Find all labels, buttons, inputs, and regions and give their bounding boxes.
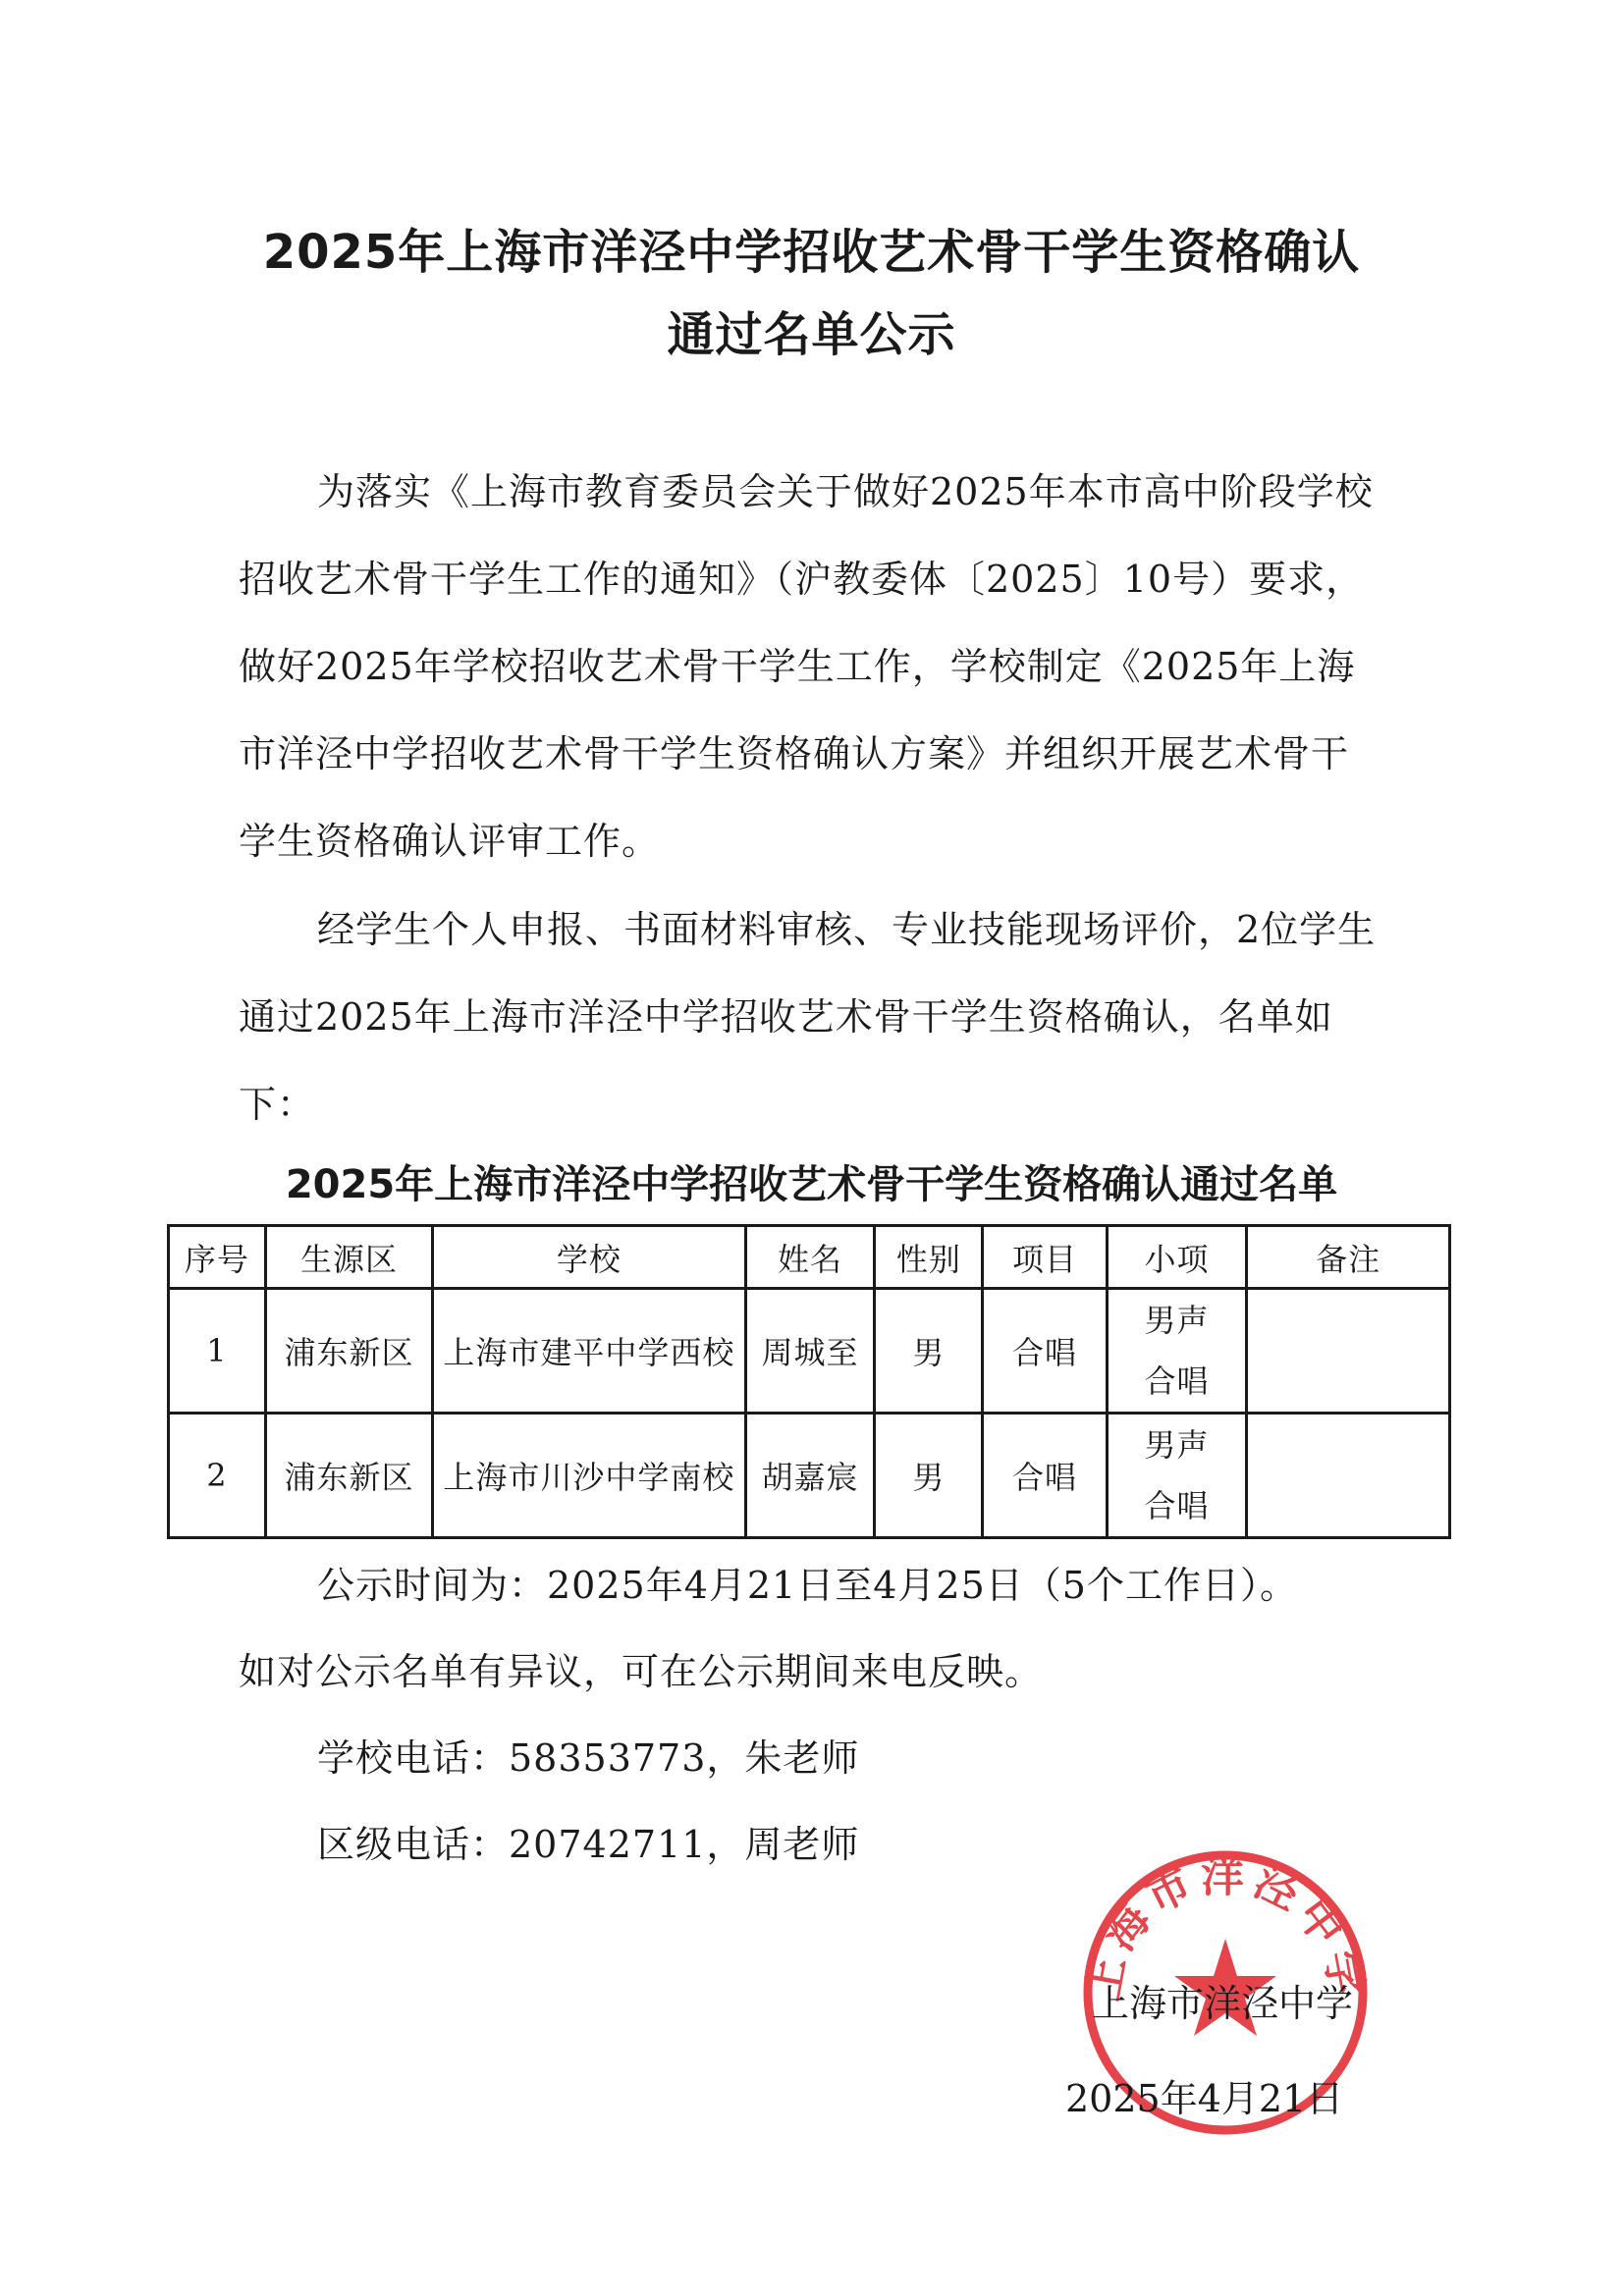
cell-school: 上海市建平中学西校 [433, 1289, 746, 1414]
svg-text:上海市洋泾中学: 上海市洋泾中学 [1078, 1851, 1373, 2004]
header-remark: 备注 [1247, 1226, 1450, 1289]
header-project: 项目 [983, 1226, 1107, 1289]
approved-students-table [167, 1224, 1451, 1539]
cell-no: 1 [169, 1289, 266, 1414]
header-name: 姓名 [745, 1226, 875, 1289]
header-no: 序号 [169, 1226, 266, 1289]
publicity-time: 公示时间为：2025年4月21日至4月25日（5个工作日）。 [317, 1564, 1298, 1607]
table-title: 2025年上海市洋泾中学招收艺术骨干学生资格确认通过名单 [285, 1162, 1338, 1207]
cell-gender: 男 [875, 1414, 983, 1538]
objection-note: 如对公示名单有异议，可在公示期间来电反映。 [239, 1650, 1044, 1693]
cell-subitem [1107, 1289, 1247, 1414]
cell-school: 上海市川沙中学南校 [433, 1414, 746, 1538]
document-title-line1: 2025年上海市洋泾中学招收艺术骨干学生资格确认 [262, 225, 1361, 280]
header-school: 学校 [433, 1226, 746, 1289]
intro-paragraph: 为落实《上海市教育委员会关于做好2025年本市高中阶段学校招收艺术骨干学生工作的通知》（沪教委体〔2025〕10号）要求，做好2025年学校招收艺术骨干学生工作，学校制定《2025年上海市洋泾中学招收艺术骨干学生资格确认方案》并组织开展艺术骨干学生资格确认评审工作。 [239, 470, 1374, 863]
cell-subitem-line1: 男声 [1144, 1426, 1210, 1464]
cell-district: 浦东新区 [265, 1289, 432, 1414]
header-district: 生源区 [265, 1226, 432, 1289]
cell-gender: 男 [875, 1289, 983, 1414]
cell-subitem-line2: 合唱 [1144, 1487, 1210, 1524]
district-phone: 区级电话：20742711，周老师 [317, 1823, 860, 1866]
cell-no: 2 [169, 1414, 266, 1538]
school-phone: 学校电话：58353773，朱老师 [317, 1736, 860, 1780]
result-paragraph: 经学生个人申报、书面材料审核、专业技能现场评价，2位学生通过2025年上海市洋泾中学招收艺术骨干学生资格确认，名单如下： [239, 908, 1377, 1126]
cell-project: 合唱 [983, 1289, 1107, 1414]
cell-subitem [1107, 1414, 1247, 1538]
table-row [169, 1289, 1450, 1414]
cell-remark [1247, 1414, 1450, 1538]
signature-organization: 上海市洋泾中学 [1092, 1982, 1354, 2025]
header-subitem: 小项 [1107, 1226, 1247, 1289]
table-header-row [169, 1226, 1450, 1289]
document-title-line2: 通过名单公示 [667, 307, 956, 362]
header-gender: 性别 [875, 1226, 983, 1289]
signature-date: 2025年4月21日 [1065, 2077, 1344, 2120]
cell-name: 胡嘉宸 [745, 1414, 875, 1538]
cell-subitem-line1: 男声 [1144, 1302, 1210, 1339]
cell-name: 周城至 [745, 1289, 875, 1414]
cell-district: 浦东新区 [265, 1414, 432, 1538]
table-row [169, 1414, 1450, 1538]
cell-subitem-line2: 合唱 [1144, 1362, 1210, 1400]
cell-remark [1247, 1289, 1450, 1414]
cell-project: 合唱 [983, 1414, 1107, 1538]
